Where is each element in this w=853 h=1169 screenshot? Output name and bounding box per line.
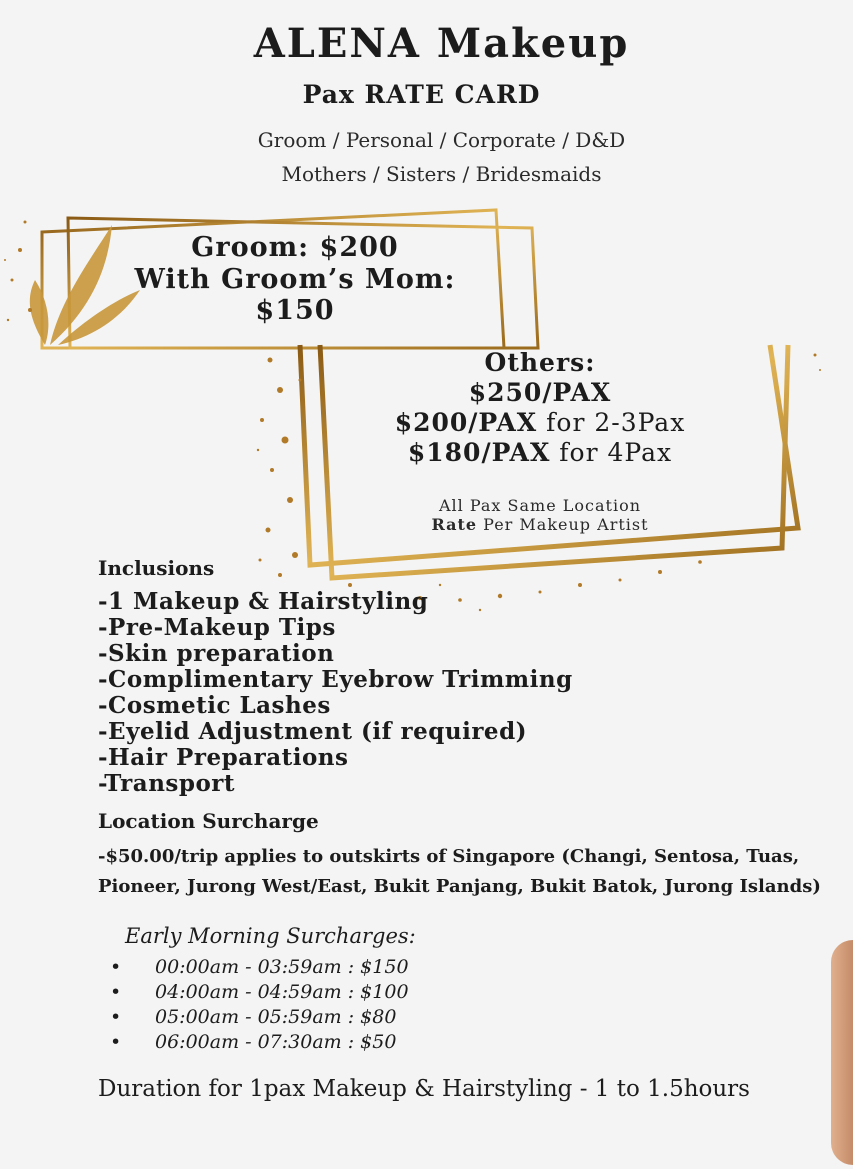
rate-note: for 2-3Pax <box>537 408 686 437</box>
groom-price: Groom: $200 <box>191 232 399 263</box>
location-surcharge-heading: Location Surcharge <box>98 809 319 833</box>
early-surcharge-item <box>110 956 409 978</box>
duration-note: Duration for 1pax Makeup & Hairstyling - 1 to 1.5hours <box>98 1076 750 1102</box>
others-heading: Others: <box>484 348 596 377</box>
per-artist-note <box>360 515 720 534</box>
category-line-1: Groom / Personal / Corporate / D&D <box>257 128 626 152</box>
others-rate-single: $250/PAX <box>468 378 612 407</box>
rate-note: for 4Pax <box>550 438 673 467</box>
inclusion-item: -1 Makeup & Hairstyling <box>98 588 429 615</box>
others-rate-4pax <box>360 438 720 467</box>
early-surcharge-item <box>110 1031 396 1053</box>
early-surcharge-text: 05:00am - 05:59am : $80 <box>155 1006 397 1028</box>
others-rate-2-3pax <box>360 408 720 437</box>
bullet-icon: • <box>110 1031 122 1053</box>
inclusion-item: -Transport <box>98 770 236 797</box>
early-surcharge-text: 00:00am - 03:59am : $150 <box>155 956 409 978</box>
inclusion-item: -Eyelid Adjustment (if required) <box>98 718 528 745</box>
category-line-2: Mothers / Sisters / Bridesmaids <box>281 162 602 186</box>
inclusions-heading: Inclusions <box>98 556 215 580</box>
inclusion-item: -Skin preparation <box>98 640 335 667</box>
inclusion-item: -Hair Preparations <box>98 744 349 771</box>
same-location-note: All Pax Same Location <box>438 496 642 515</box>
location-surcharge-line-2: Pioneer, Jurong West/East, Bukit Panjang, Bukit Batok, Jurong Islands) <box>98 876 821 897</box>
early-surcharge-item <box>110 981 409 1003</box>
inclusion-item: -Cosmetic Lashes <box>98 692 331 719</box>
rate-card-subtitle: Pax RATE CARD <box>302 80 541 109</box>
bullet-icon: • <box>110 1006 122 1028</box>
rate-price: $200/PAX <box>394 408 538 437</box>
early-surcharge-text: 04:00am - 04:59am : $100 <box>155 981 409 1003</box>
inclusion-item: -Pre-Makeup Tips <box>98 614 336 641</box>
per-artist-text: Per Makeup Artist <box>477 515 649 534</box>
bullet-icon: • <box>110 956 122 978</box>
early-surcharge-text: 06:00am - 07:30am : $50 <box>155 1031 397 1053</box>
page-title: ALENA Makeup <box>253 20 630 67</box>
location-surcharge-line-1: -$50.00/trip applies to outskirts of Singapore (Changi, Sentosa, Tuas, <box>98 846 800 867</box>
rate-price: $180/PAX <box>407 438 551 467</box>
early-morning-heading: Early Morning Surcharges: <box>125 924 416 948</box>
groom-mom-price: With Groom’s Mom: $150 <box>134 264 456 326</box>
inclusion-item: -Complimentary Eyebrow Trimming <box>98 666 573 693</box>
model-shoulder-image <box>831 940 853 1165</box>
early-surcharge-item <box>110 1006 396 1028</box>
rate-word: Rate <box>431 515 478 534</box>
bullet-icon: • <box>110 981 122 1003</box>
